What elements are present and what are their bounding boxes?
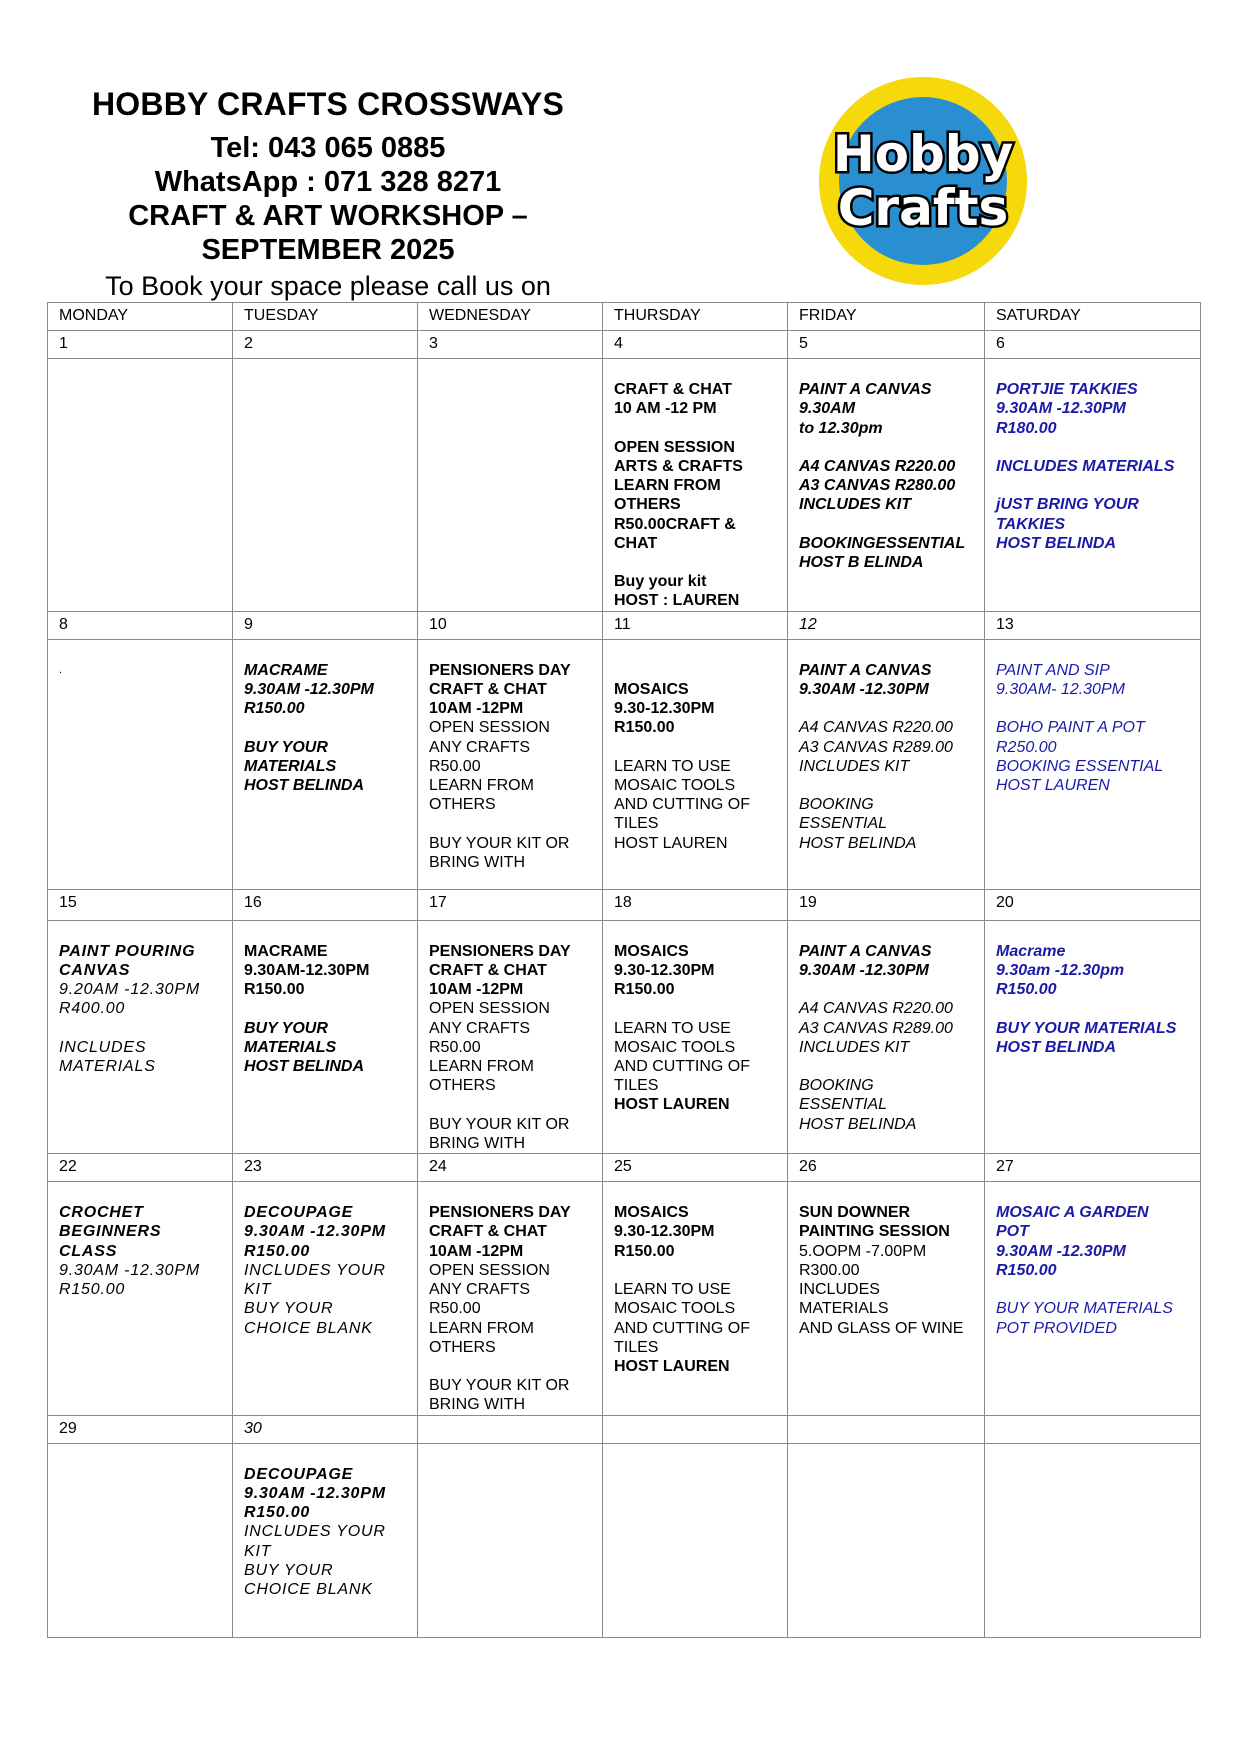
telephone: Tel: 043 065 0885: [210, 132, 446, 164]
day-header-row: [48, 303, 1201, 331]
date-cell: 5: [788, 331, 985, 359]
date-cell: [985, 1415, 1201, 1443]
date-row: [48, 1154, 1201, 1182]
store-title: HOBBY CRAFTS CROSSWAYS: [91, 86, 565, 122]
event-macrame: MACRAME 9.30AM -12.30PM R150.00 BUY YOUR MATERIALS HOST BELINDA: [244, 661, 374, 795]
event-pensioners-day: PENSIONERS DAY CRAFT & CHAT 10AM -12PM OPEN SESSION ANY CRAFTS R50.00 LEARN FROM OTHERS BUY YOUR KIT OR BRING WITH: [429, 1204, 571, 1414]
event-portjie-takkies: PORTJIE TAKKIES 9.30AM -12.30PM R180.00 INCLUDES MATERIALS jUST BRING YOUR TAKKIES HOST BELINDA: [996, 381, 1175, 552]
event-cell: [233, 1443, 418, 1637]
date-cell: 22: [48, 1154, 233, 1182]
event-cell-empty: [418, 359, 603, 612]
date-cell: 23: [233, 1154, 418, 1182]
event-cell-empty: [233, 359, 418, 612]
event-row: [48, 639, 1201, 889]
page-header: [48, 84, 608, 302]
date-cell: 16: [233, 889, 418, 920]
date-cell: 11: [603, 611, 788, 639]
event-decoupage: DECOUPAGE 9.30AM -12.30PM R150.00 INCLUDES YOUR KIT BUY YOUR CHOICE BLANK: [244, 1465, 386, 1598]
event-cell-empty: [48, 1443, 233, 1637]
event-craft-chat: CRAFT & CHAT 10 AM -12 PM OPEN SESSION ARTS & CRAFTS LEARN FROM OTHERS R50.00CRAFT & CHAT Buy your kit HOST : LAUREN: [614, 381, 743, 610]
event-row: [48, 1443, 1201, 1637]
date-row: [48, 889, 1201, 920]
event-cell: [233, 639, 418, 889]
date-cell: 10: [418, 611, 603, 639]
event-paint-canvas: PAINT A CANVAS 9.30AM -12.30PM A4 CANVAS R220.00 A3 CANVAS R289.00 INCLUDES KIT BOOKING ESSENTIAL HOST BELINDA: [799, 661, 953, 852]
day-monday: MONDAY: [48, 303, 233, 331]
event-pensioners-day: PENSIONERS DAY CRAFT & CHAT 10AM -12PM OPEN SESSION ANY CRAFTS R50.00 LEARN FROM OTHERS BUY YOUR KIT OR BRING WITH: [429, 942, 571, 1152]
date-cell: [603, 1415, 788, 1443]
event-cell: [48, 920, 233, 1153]
logo-text-hobby: Hobby: [832, 125, 1014, 183]
date-row: [48, 331, 1201, 359]
event-cell: [788, 359, 985, 612]
event-cell: [985, 1182, 1201, 1415]
event-cell-empty: [48, 359, 233, 612]
event-mosaics: MOSAICS 9.30-12.30PM R150.00 LEARN TO USE MOSAIC TOOLS AND CUTTING OF TILES HOST LAUREN: [614, 1204, 750, 1375]
event-cell: [985, 920, 1201, 1153]
event-paint-canvas: PAINT A CANVAS 9.30AM -12.30PM A4 CANVAS R220.00 A3 CANVAS R289.00 INCLUDES KIT BOOKING ESSENTIAL HOST BELINDA: [799, 942, 953, 1133]
event-cell: [985, 359, 1201, 612]
event-paint-pouring: PAINT POURING CANVAS 9.20AM -12.30PM R400.00 INCLUDES MATERIALS: [59, 942, 200, 1076]
date-cell: 24: [418, 1154, 603, 1182]
date-cell: 20: [985, 889, 1201, 920]
day-tuesday: TUESDAY: [233, 303, 418, 331]
date-cell: 6: [985, 331, 1201, 359]
event-cell: [48, 639, 233, 889]
event-cell: [418, 920, 603, 1153]
event-macrame: Macrame 9.30am -12.30pm R150.00 BUY YOUR MATERIALS HOST BELINDA: [996, 942, 1177, 1056]
date-cell: 13: [985, 611, 1201, 639]
event-mosaic-garden-pot: MOSAIC A GARDEN POT 9.30AM -12.30PM R150.00 BUY YOUR MATERIALS POT PROVIDED: [996, 1204, 1173, 1337]
event-crochet: CROCHET BEGINNERS CLASS 9.30AM -12.30PM R150.00: [59, 1204, 200, 1299]
date-cell: 1: [48, 331, 233, 359]
event-mosaics: MOSAICS 9.30-12.30PM R150.00 LEARN TO USE MOSAIC TOOLS AND CUTTING OF TILES HOST LAUREN: [614, 942, 750, 1114]
event-cell-empty: [788, 1443, 985, 1637]
event-cell: [603, 639, 788, 889]
event-row: [48, 1182, 1201, 1415]
event-paint-canvas: PAINT A CANVAS 9.30AM to 12.30pm A4 CANVAS R220.00 A3 CANVAS R280.00 INCLUDES KIT BOOKINGESSENTIAL HOST B ELINDA: [799, 381, 966, 572]
event-cell: [603, 920, 788, 1153]
date-cell: 30: [233, 1415, 418, 1443]
booking-note: To Book your space please call us on: [105, 271, 551, 301]
day-thursday: THURSDAY: [603, 303, 788, 331]
date-cell: [418, 1415, 603, 1443]
event-cell: [788, 920, 985, 1153]
event-cell: [418, 639, 603, 889]
event-pensioners-day: PENSIONERS DAY CRAFT & CHAT 10AM -12PM OPEN SESSION ANY CRAFTS R50.00 LEARN FROM OTHERS BUY YOUR KIT OR BRING WITH: [429, 661, 571, 871]
date-cell: 18: [603, 889, 788, 920]
event-cell: [233, 920, 418, 1153]
day-wednesday: WEDNESDAY: [418, 303, 603, 331]
date-cell: 25: [603, 1154, 788, 1182]
event-cell: [985, 639, 1201, 889]
workshop-calendar: [47, 302, 1201, 1638]
event-cell: [418, 1182, 603, 1415]
date-cell: 2: [233, 331, 418, 359]
date-cell: 8: [48, 611, 233, 639]
event-cell: [233, 1182, 418, 1415]
whatsapp: WhatsApp : 071 328 8271: [154, 166, 502, 198]
event-cell: [603, 359, 788, 612]
workshop-title-line1: CRAFT & ART WORKSHOP –: [128, 200, 528, 232]
event-cell-empty: [985, 1443, 1201, 1637]
date-cell: 12: [788, 611, 985, 639]
event-row: [48, 920, 1201, 1153]
date-cell: [788, 1415, 985, 1443]
date-cell: 9: [233, 611, 418, 639]
event-dot: .: [59, 663, 63, 676]
date-cell: 29: [48, 1415, 233, 1443]
date-row: [48, 1415, 1201, 1443]
date-cell: 3: [418, 331, 603, 359]
logo-text-crafts: Crafts: [837, 179, 1009, 237]
date-cell: 17: [418, 889, 603, 920]
day-friday: FRIDAY: [788, 303, 985, 331]
date-cell: 4: [603, 331, 788, 359]
date-cell: 15: [48, 889, 233, 920]
event-cell: [788, 639, 985, 889]
event-mosaics: MOSAICS 9.30-12.30PM R150.00 LEARN TO USE MOSAIC TOOLS AND CUTTING OF TILES HOST LAUREN: [614, 681, 750, 852]
event-paint-and-sip: PAINT AND SIP 9.30AM- 12.30PM BOHO PAINT A POT R250.00 BOOKING ESSENTIAL HOST LAUREN: [996, 661, 1164, 795]
event-cell: [788, 1182, 985, 1415]
date-row: [48, 611, 1201, 639]
event-cell: [603, 1182, 788, 1415]
date-cell: 19: [788, 889, 985, 920]
workshop-title-line2: SEPTEMBER 2025: [201, 234, 455, 266]
hobby-crafts-logo: [817, 75, 1029, 287]
event-cell-empty: [603, 1443, 788, 1637]
event-decoupage: DECOUPAGE 9.30AM -12.30PM R150.00 INCLUDES YOUR KIT BUY YOUR CHOICE BLANK: [244, 1204, 386, 1337]
event-cell-empty: [418, 1443, 603, 1637]
date-cell: 26: [788, 1154, 985, 1182]
day-saturday: SATURDAY: [985, 303, 1201, 331]
event-cell: [48, 1182, 233, 1415]
event-sun-downer: SUN DOWNER PAINTING SESSION 5.OOPM -7.00PM R300.00 INCLUDES MATERIALS AND GLASS OF WINE: [799, 1204, 964, 1337]
event-macrame: MACRAME 9.30AM-12.30PM R150.00 BUY YOUR MATERIALS HOST BELINDA: [244, 942, 370, 1076]
date-cell: 27: [985, 1154, 1201, 1182]
event-row: [48, 359, 1201, 612]
